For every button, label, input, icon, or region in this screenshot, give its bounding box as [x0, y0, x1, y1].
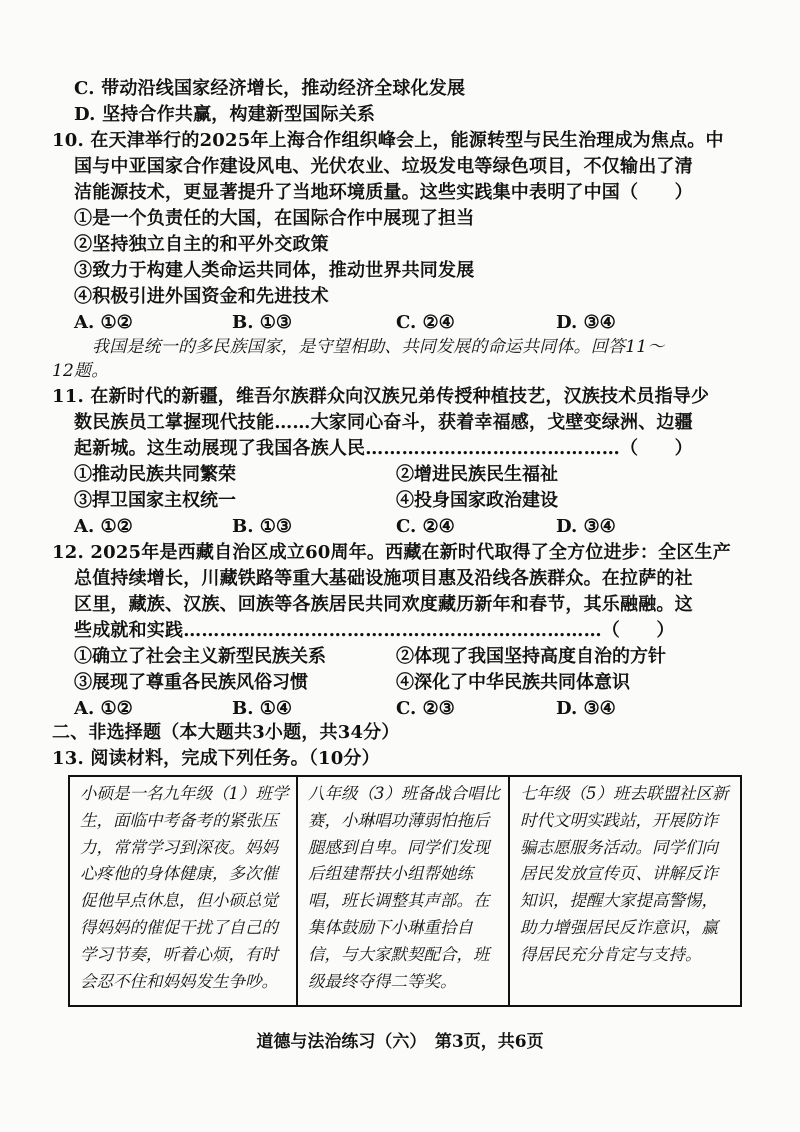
material-cell-1 [70, 777, 296, 1005]
material-table [68, 775, 742, 1007]
q12-stem-line-3: 区里，藏族、汉族、回族等各族居民共同欢度藏历新年和春节，其乐融融。这 [74, 594, 693, 615]
material-cell-2 [296, 777, 508, 1005]
q10-stem-line-1: 10. 在天津举行的2025年上海合作组织峰会上，能源转型与民生治理成为焦点。中 [52, 130, 724, 151]
q10-stem-line-3: 洁能源技术，更显著提升了当地环境质量。这些实践集中表明了中国（ ） [74, 182, 693, 203]
q12-stem-line-2: 总值持续增长，川藏铁路等重大基础设施项目惠及沿线各族群众。在拉萨的社 [74, 568, 693, 589]
q12-statement-4: ④深化了中华民族共同体意识 [396, 672, 630, 693]
q10-statement-4: ④积极引进外国资金和先进技术 [74, 286, 329, 307]
q10-statement-3: ③致力于构建人类命运共同体，推动世界共同发展 [74, 260, 475, 281]
q12-statement-1: ①确立了社会主义新型民族关系 [74, 646, 326, 667]
section-two-heading: 二、非选择题（本大题共3小题，共34分） [52, 722, 400, 743]
q12-answer-b: B. ①④ [232, 698, 293, 719]
q11-statement-4: ④投身国家政治建设 [396, 490, 558, 511]
q11-statement-1: ①推动民族共同繁荣 [74, 464, 236, 485]
q11-statement-3: ③捍卫国家主权统一 [74, 490, 236, 511]
material-text-1: 小硕是一名九年级（1）班学生，面临中考备考的紧张压力，常常学习到深夜。妈妈心疼他的身体健康，多次催促他早点休息，但小硕总觉得妈妈的催促干扰了自己的学习节奏，听着心烦，有时会忍不住和妈妈发生争吵。 [80, 784, 289, 991]
q10-stem-line-2: 国与中亚国家合作建设风电、光伏农业、垃圾发电等绿色项目，不仅输出了清 [74, 156, 693, 177]
q9-option-c: C. 带动沿线国家经济增长，推动经济全球化发展 [74, 78, 466, 99]
group-intro-line-2: 12题。 [52, 361, 109, 381]
q11-answer-b: B. ①③ [232, 516, 293, 537]
q10-answer-b: B. ①③ [232, 312, 293, 333]
q11-stem-line-3: 起新城。这生动展现了我国各族人民……………………………………（ ） [74, 438, 693, 459]
q12-statement-2: ②体现了我国坚持高度自治的方针 [396, 646, 666, 667]
q10-statement-1: ①是一个负责任的大国，在国际合作中展现了担当 [74, 208, 475, 229]
q11-statement-2: ②增进民族民生福祉 [396, 464, 558, 485]
q9-option-d: D. 坚持合作共赢，构建新型国际关系 [74, 104, 376, 125]
q12-answer-a: A. ①② [74, 698, 133, 719]
q12-answer-c: C. ②③ [396, 698, 455, 719]
q10-answer-a: A. ①② [74, 312, 133, 333]
q12-stem-line-4: 些成就和实践……………………………………………………………（ ） [74, 620, 675, 641]
q12-statement-3: ③展现了尊重各民族风俗习惯 [74, 672, 308, 693]
q11-stem-line-2: 数民族员工掌握现代技能……大家同心奋斗，获着幸福感，戈壁变绿洲、边疆 [74, 412, 693, 433]
group-intro-line-1: 我国是统一的多民族国家，是守望相助、共同发展的命运共同体。回答11～ [92, 337, 665, 357]
q13-heading: 13. 阅读材料，完成下列任务。（10分） [52, 748, 380, 769]
q11-answer-a: A. ①② [74, 516, 133, 537]
material-cell-3 [508, 777, 740, 1005]
material-text-3: 七年级（5）班去联盟社区新时代文明实践站，开展防诈骗志愿服务活动。同学们向居民发放宣传页、讲解反诈知识，提醒大家提高警惕，助力增强居民反诈意识，赢得居民充分肯定与支持。 [520, 784, 729, 964]
q12-stem-line-1: 12. 2025年是西藏自治区成立60周年。西藏在新时代取得了全方位进步：全区生产 [52, 542, 731, 563]
page-footer: 道德与法治练习（六） 第3页，共6页 [256, 1032, 544, 1052]
q10-answer-d: D. ③④ [556, 312, 616, 333]
material-text-2: 八年级（3）班备战合唱比赛，小琳唱功薄弱怕拖后腿感到自卑。同学们发现后组建帮扶小组帮她练唱，班长调整其声部。在集体鼓励下小琳重拾自信，与大家默契配合，班级最终夺得二等奖。 [308, 784, 500, 991]
q10-answer-c: C. ②④ [396, 312, 455, 333]
q10-statement-2: ②坚持独立自主的和平外交政策 [74, 234, 329, 255]
q11-answer-d: D. ③④ [556, 516, 616, 537]
q11-stem-line-1: 11. 在新时代的新疆，维吾尔族群众向汉族兄弟传授种植技艺，汉族技术员指导少 [52, 386, 710, 407]
q12-answer-d: D. ③④ [556, 698, 616, 719]
q11-answer-c: C. ②④ [396, 516, 455, 537]
